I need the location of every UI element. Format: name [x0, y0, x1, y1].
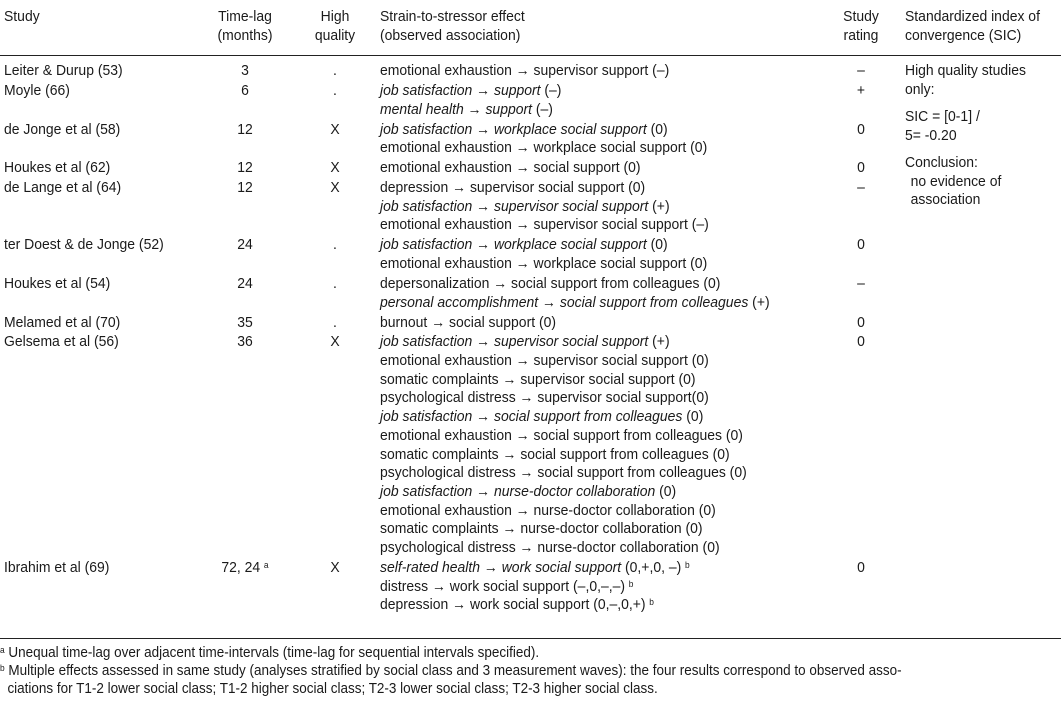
sic-line: only: [905, 80, 935, 98]
effect-list [380, 179, 709, 235]
effect-text: job satisfaction → supervisor social support [380, 333, 649, 351]
time-lag [203, 559, 287, 578]
footnote-mark: a [263, 560, 269, 570]
effect-text: psychological distress → supervisor social support(0) [380, 389, 709, 407]
effect-line [380, 62, 669, 81]
header-effect-line2: (observed association) [380, 26, 521, 44]
footnote-b-text2: ciations for T1-2 lower social class; T1-2 higher social class; T2-3 lower social class; T2-3 higher social class. [7, 681, 658, 697]
study-name: Gelsema et al (56) [4, 333, 119, 351]
header-time-lag-line2: (months) [217, 26, 273, 44]
effect-line [380, 427, 747, 446]
effect-list [380, 314, 556, 333]
sic-line: association [910, 191, 981, 209]
time-lag-value: 12 [237, 159, 253, 177]
sic-line: Conclusion: [905, 154, 978, 171]
header-rating-line2: rating [843, 26, 879, 44]
effect-line [380, 371, 747, 390]
footnote-a-text: Unequal time-lag over adjacent time-intervals (time-lag for sequential intervals specified). [8, 645, 540, 661]
header-rule [0, 55, 1061, 56]
effect-line [380, 408, 747, 427]
study-rating: 0 [857, 333, 865, 351]
effect-text: self-rated health → work social support [380, 559, 622, 576]
effect-text: emotional exhaustion → supervisor social support (0) [380, 352, 709, 370]
sic-conclusion [905, 154, 1001, 210]
study-rating: + [856, 81, 866, 99]
effect-text: job satisfaction → supervisor social support [380, 197, 649, 215]
time-lag-value: 6 [241, 81, 249, 99]
header-time-lag [203, 8, 287, 45]
effect-text: emotional exhaustion → social support from colleagues (0) [380, 426, 743, 444]
time-lag-value: 3 [241, 62, 249, 79]
effect-text: psychological distress → nurse-doctor collaboration (0) [380, 538, 720, 556]
effect-line [380, 596, 690, 615]
effect-text: emotional exhaustion → workplace social support (0) [380, 254, 708, 272]
study-name: Melamed et al (70) [4, 313, 121, 331]
study-rating: 0 [857, 313, 865, 331]
header-high-quality [302, 8, 367, 45]
high-quality-mark: . [333, 62, 337, 79]
time-lag [203, 275, 287, 294]
study-rating: 0 [857, 236, 865, 254]
time-lag-value: 36 [237, 333, 253, 351]
effect-line [380, 121, 707, 140]
footnote-b-mark: b [0, 663, 5, 673]
effect-list [380, 236, 707, 273]
effect-line [380, 198, 709, 217]
sic-line: 5= -0.20 [905, 126, 957, 144]
effect-text: personal accomplishment → social support from colleagues [380, 293, 749, 311]
study-rating: – [857, 179, 865, 196]
time-lag-value: 12 [237, 179, 253, 196]
effect-text: depression → supervisor social support (0) [380, 179, 646, 196]
effect-line [380, 82, 561, 101]
time-lag [203, 82, 287, 101]
header-study: Study [4, 8, 40, 25]
effect-line [380, 539, 747, 558]
effect-line [380, 179, 709, 198]
effect-text: job satisfaction → workplace social support [380, 236, 647, 254]
effect-text: depersonalization → social support from colleagues (0) [380, 274, 721, 292]
effect-text: (0) [646, 120, 668, 138]
high-quality-mark: . [333, 236, 337, 254]
effect-text: emotional exhaustion → social support (0) [380, 159, 641, 177]
sic-line: High quality studies [905, 62, 1026, 79]
time-lag [203, 62, 287, 81]
study-rating: 0 [857, 120, 865, 138]
sic-note [905, 62, 1026, 99]
effect-text: somatic complaints → nurse-doctor collaboration (0) [380, 520, 703, 538]
study-name: ter Doest & de Jonge (52) [4, 236, 164, 254]
study-name: Houkes et al (62) [4, 159, 111, 177]
header-high-quality-line1: High [320, 8, 350, 25]
effect-line [380, 101, 561, 120]
effect-text: (+) [648, 197, 670, 215]
effect-line [380, 520, 747, 539]
effect-text: somatic complaints → supervisor social support (0) [380, 370, 696, 388]
time-lag-value: 24 [237, 236, 253, 254]
effect-text: somatic complaints → social support from colleagues (0) [380, 445, 730, 463]
effect-list [380, 333, 747, 557]
effect-list [380, 159, 641, 178]
footnote-mark: b [684, 560, 690, 570]
effect-text: emotional exhaustion → workplace social support (0) [380, 139, 708, 157]
effect-line [380, 314, 556, 333]
footnote-b-text1: Multiple effects assessed in same study (analyses stratified by social class and 3 measurement waves): the four results correspond to observed asso- [8, 663, 902, 679]
study-rating: 0 [857, 559, 865, 576]
effect-text: (+) [648, 333, 670, 351]
effect-text: (0) [646, 236, 668, 254]
header-rating-line1: Study [843, 8, 879, 25]
study-name: Houkes et al (54) [4, 274, 111, 292]
effect-text: job satisfaction → social support from colleagues [380, 408, 683, 426]
effect-text: (0) [682, 408, 704, 426]
study-rating: 0 [857, 159, 865, 177]
sic-formula [905, 108, 980, 145]
effect-line [380, 255, 707, 274]
high-quality-mark: X [330, 559, 340, 576]
header-effect-line1: Strain-to-stressor effect [380, 8, 525, 25]
effect-line [380, 389, 747, 408]
study-name: de Lange et al (64) [4, 179, 122, 196]
effect-list [380, 275, 770, 312]
time-lag-value: 24 [237, 274, 253, 292]
footnote-a [0, 645, 539, 663]
effect-list [380, 62, 669, 81]
footnote-mark: b [628, 578, 634, 589]
header-time-lag-line1: Time-lag [218, 8, 272, 25]
effect-text: emotional exhaustion → supervisor social support (–) [380, 216, 709, 234]
footnote-mark: b [649, 597, 654, 608]
header-sic-line2: convergence (SIC) [905, 26, 1022, 44]
effect-line [380, 275, 770, 294]
sic-line: no evidence of [910, 172, 1002, 190]
high-quality-mark: . [333, 81, 337, 99]
time-lag-value: 72, 24 [221, 559, 261, 576]
effect-text: job satisfaction → workplace social support [380, 120, 647, 138]
study-name: Leiter & Durup (53) [4, 62, 123, 79]
time-lag-value: 12 [237, 120, 253, 138]
effect-line [380, 559, 690, 578]
effect-line [380, 578, 690, 597]
time-lag [203, 314, 287, 333]
time-lag [203, 159, 287, 178]
effect-line [380, 352, 747, 371]
effect-list [380, 559, 690, 615]
header-high-quality-line2: quality [314, 26, 356, 44]
effect-text: (0,+,0, –) [621, 559, 682, 576]
header-effect [380, 8, 525, 45]
study-name: de Jonge et al (58) [4, 120, 121, 138]
footnote-a-mark: a [0, 645, 5, 655]
effect-list [380, 82, 561, 119]
effect-line [380, 139, 707, 158]
footnote-b-cont [0, 681, 658, 699]
study-name: Moyle (66) [4, 81, 70, 99]
header-rating [828, 8, 893, 45]
time-lag-value: 35 [237, 313, 253, 331]
effect-line [380, 464, 747, 483]
study-rating: – [857, 274, 865, 292]
header-sic-line1: Standardized index of [905, 8, 1040, 25]
footer-rule [0, 638, 1061, 639]
effect-line [380, 216, 709, 235]
high-quality-mark: X [330, 120, 340, 138]
effect-line [380, 446, 747, 465]
effect-line [380, 483, 747, 502]
header-sic [905, 8, 1040, 45]
effect-line [380, 502, 747, 521]
time-lag [203, 121, 287, 140]
effect-text: burnout → social support (0) [380, 313, 557, 331]
effect-text: (–) [544, 81, 562, 99]
effect-text: emotional exhaustion → nurse-doctor collaboration (0) [380, 501, 716, 519]
high-quality-mark: . [333, 274, 337, 292]
footnote-b [0, 663, 902, 681]
effect-text: (+) [748, 293, 770, 311]
effect-text: emotional exhaustion → supervisor support (–) [380, 62, 670, 79]
effect-text: job satisfaction → support [380, 81, 545, 99]
study-name: Ibrahim et al (69) [4, 559, 110, 576]
study-rating: – [857, 62, 865, 79]
effect-line [380, 159, 641, 178]
effect-line [380, 333, 747, 352]
effect-line [380, 236, 707, 255]
time-lag [203, 333, 287, 352]
effect-text: distress → work social support (–,0,–,–) [380, 577, 625, 595]
effect-list [380, 121, 707, 158]
high-quality-mark: X [330, 159, 340, 177]
effect-text: depression → work social support (0,–,0,+) [380, 596, 646, 614]
effect-text: mental health → support [380, 100, 532, 118]
high-quality-mark: . [333, 313, 337, 331]
time-lag [203, 179, 287, 198]
time-lag [203, 236, 287, 255]
effect-line [380, 294, 770, 313]
sic-line: SIC = [0-1] / [905, 108, 980, 125]
high-quality-mark: X [330, 179, 340, 196]
effect-text: psychological distress → social support from colleagues (0) [380, 464, 747, 482]
effect-text: (–) [531, 100, 553, 118]
effect-text: (0) [655, 482, 677, 500]
high-quality-mark: X [330, 333, 340, 351]
effect-text: job satisfaction → nurse-doctor collaboration [380, 482, 656, 500]
